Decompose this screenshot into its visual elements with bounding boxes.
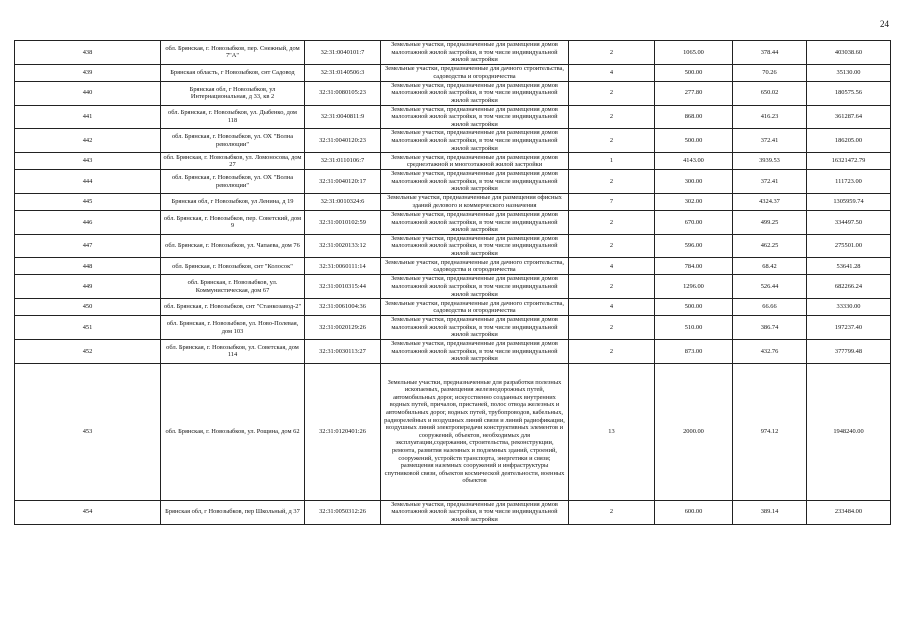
row-land-use: Земельные участки, предназначенные для размещения домов малоэтажной жилой застройки, в том числе индивидуальной жилой застройки: [381, 81, 569, 105]
row-group: 13: [569, 363, 655, 500]
row-group: 4: [569, 258, 655, 275]
row-area: 500.00: [655, 299, 733, 316]
row-cadastral-value: 16321472.79: [807, 153, 891, 170]
row-number: 448: [15, 258, 161, 275]
page-number: 24: [880, 19, 889, 29]
row-cadastral-number: 32:31:0140506:3: [305, 64, 381, 81]
row-address: обл. Брянская, г. Новозыбков, снт "Станкозавод-2": [161, 299, 305, 316]
row-cadastral-number: 32:31:0040120:23: [305, 129, 381, 153]
row-cadastral-value: 33330.00: [807, 299, 891, 316]
table-row: [15, 316, 891, 340]
row-specific-value: 372.41: [733, 170, 807, 194]
table-row: [15, 234, 891, 258]
row-cadastral-number: 32:31:0010315:44: [305, 275, 381, 299]
row-cadastral-value: 334497.50: [807, 210, 891, 234]
row-land-use: Земельные участки, предназначенные для размещения домов малоэтажной жилой застройки, в том числе индивидуальной жилой застройки: [381, 275, 569, 299]
row-area: 1065.00: [655, 41, 733, 65]
row-address: обл. Брянская, г. Новозыбков, ул. Ломоносова, дом 27: [161, 153, 305, 170]
table-row: [15, 500, 891, 524]
row-land-use: Земельные участки, предназначенные для размещения домов малоэтажной жилой застройки, в том числе индивидуальной жилой застройки: [381, 210, 569, 234]
row-area: 784.00: [655, 258, 733, 275]
row-cadastral-value: 403038.60: [807, 41, 891, 65]
row-number: 445: [15, 193, 161, 210]
row-number: 441: [15, 105, 161, 129]
row-cadastral-value: 111723.00: [807, 170, 891, 194]
row-group: 2: [569, 234, 655, 258]
row-group: 2: [569, 41, 655, 65]
row-cadastral-number: 32:31:0080105:23: [305, 81, 381, 105]
row-cadastral-value: 35130.00: [807, 64, 891, 81]
row-cadastral-number: 32:31:0050312:26: [305, 500, 381, 524]
row-specific-value: 372.41: [733, 129, 807, 153]
table-row: [15, 193, 891, 210]
row-cadastral-value: 197237.40: [807, 316, 891, 340]
row-number: 443: [15, 153, 161, 170]
row-cadastral-number: 32:31:0060111:14: [305, 258, 381, 275]
row-specific-value: 432.76: [733, 340, 807, 364]
row-group: 2: [569, 500, 655, 524]
row-cadastral-number: 32:31:0040120:17: [305, 170, 381, 194]
row-address: обл. Брянская, г. Новозыбков, ул. Советская, дом 114: [161, 340, 305, 364]
row-cadastral-value: 186205.00: [807, 129, 891, 153]
row-group: 7: [569, 193, 655, 210]
row-area: 868.00: [655, 105, 733, 129]
row-address: обл. Брянская, г. Новозыбков, ул. Коммунистическая, дом 67: [161, 275, 305, 299]
row-cadastral-number: 32:31:0040101:7: [305, 41, 381, 65]
row-area: 596.00: [655, 234, 733, 258]
row-group: 4: [569, 64, 655, 81]
row-cadastral-number: 32:31:0120401:26: [305, 363, 381, 500]
row-cadastral-value: 275501.00: [807, 234, 891, 258]
row-specific-value: 386.74: [733, 316, 807, 340]
row-cadastral-value: 1948240.00: [807, 363, 891, 500]
row-number: 440: [15, 81, 161, 105]
row-specific-value: 974.12: [733, 363, 807, 500]
row-land-use: Земельные участки, предназначенные для размещения домов малоэтажной жилой застройки, в том числе индивидуальной жилой застройки: [381, 105, 569, 129]
row-address: Брянская область, г Новозыбков, снт Садовод: [161, 64, 305, 81]
table-row: [15, 153, 891, 170]
table-row: [15, 81, 891, 105]
row-specific-value: 526.44: [733, 275, 807, 299]
row-group: 2: [569, 81, 655, 105]
row-number: 449: [15, 275, 161, 299]
row-number: 446: [15, 210, 161, 234]
row-number: 450: [15, 299, 161, 316]
row-cadastral-value: 53641.28: [807, 258, 891, 275]
row-specific-value: 378.44: [733, 41, 807, 65]
table-row: [15, 129, 891, 153]
row-cadastral-value: 377799.48: [807, 340, 891, 364]
row-address: Брянская обл, г Новозыбков, ул Интернациональная, д 33, кв 2: [161, 81, 305, 105]
table-row: [15, 275, 891, 299]
row-group: 2: [569, 275, 655, 299]
row-number: 438: [15, 41, 161, 65]
row-address: Брянская обл, г Новозыбков, ул Ленина, д 19: [161, 193, 305, 210]
row-cadastral-value: 180575.56: [807, 81, 891, 105]
row-area: 873.00: [655, 340, 733, 364]
row-group: 2: [569, 129, 655, 153]
row-group: 2: [569, 105, 655, 129]
row-address: обл. Брянская, г. Новозыбков, пер. Советский, дом 9: [161, 210, 305, 234]
row-address: обл. Брянская, г. Новозыбков, ул. Ново-Полевая, дом 103: [161, 316, 305, 340]
row-group: 2: [569, 170, 655, 194]
table-row: [15, 340, 891, 364]
row-address: обл. Брянская, г. Новозыбков, ул. Дыбенко, дом 118: [161, 105, 305, 129]
row-land-use: Земельные участки, предназначенные для размещения домов малоэтажной жилой застройки, в том числе индивидуальной жилой застройки: [381, 170, 569, 194]
row-land-use: Земельные участки, предназначенные для дачного строительства, садоводства и огородничества: [381, 299, 569, 316]
row-area: 4143.00: [655, 153, 733, 170]
cadastral-value-table: [14, 40, 891, 525]
row-cadastral-number: 32:31:0040811:9: [305, 105, 381, 129]
row-cadastral-number: 32:31:0030113:27: [305, 340, 381, 364]
row-address: обл. Брянская, г. Новозыбков, ул. Чапаева, дом 76: [161, 234, 305, 258]
row-specific-value: 4324.37: [733, 193, 807, 210]
row-area: 302.00: [655, 193, 733, 210]
row-specific-value: 389.14: [733, 500, 807, 524]
row-area: 300.00: [655, 170, 733, 194]
row-land-use: Земельные участки, предназначенные для размещения домов малоэтажной жилой застройки, в том числе индивидуальной жилой застройки: [381, 316, 569, 340]
row-land-use: Земельные участки, предназначенные для дачного строительства, садоводства и огородничества: [381, 64, 569, 81]
row-cadastral-number: 32:31:0110106:7: [305, 153, 381, 170]
row-area: 500.00: [655, 129, 733, 153]
row-cadastral-number: 32:31:0061004:36: [305, 299, 381, 316]
row-land-use: Земельные участки, предназначенные для размещения домов малоэтажной жилой застройки, в том числе индивидуальной жилой застройки: [381, 500, 569, 524]
row-group: 1: [569, 153, 655, 170]
row-group: 2: [569, 210, 655, 234]
row-cadastral-number: 32:31:0020129:26: [305, 316, 381, 340]
row-area: 1296.00: [655, 275, 733, 299]
row-land-use: Земельные участки, предназначенные для дачного строительства, садоводства и огородничества: [381, 258, 569, 275]
row-cadastral-number: 32:31:0020133:12: [305, 234, 381, 258]
row-land-use: Земельные участки, предназначенные для размещения домов малоэтажной жилой застройки, в том числе индивидуальной жилой застройки: [381, 234, 569, 258]
row-group: 2: [569, 340, 655, 364]
table-row: [15, 170, 891, 194]
row-land-use: Земельные участки, предназначенные для размещения офисных зданий делового и коммерческого назначения: [381, 193, 569, 210]
row-address: Брянская обл, г Новозыбков, пер Школьный, д 37: [161, 500, 305, 524]
row-area: 510.00: [655, 316, 733, 340]
row-area: 277.80: [655, 81, 733, 105]
row-address: обл. Брянская, г. Новозыбков, пер. Снежный, дом 7"А": [161, 41, 305, 65]
row-cadastral-value: 233484.00: [807, 500, 891, 524]
row-group: 4: [569, 299, 655, 316]
row-specific-value: 462.25: [733, 234, 807, 258]
row-number: 439: [15, 64, 161, 81]
row-cadastral-number: 32:31:0010324:6: [305, 193, 381, 210]
row-address: обл. Брянская, г. Новозыбков, ул. ОХ "Волна революции": [161, 170, 305, 194]
row-number: 454: [15, 500, 161, 524]
row-number: 453: [15, 363, 161, 500]
table-row: [15, 210, 891, 234]
row-land-use: Земельные участки, предназначенные для разработки полезных ископаемых, размещения железнодорожных путей, автомобильных дорог, искусственно созданных внутренних водных путей, причалов, пристаней, полос отвода железных и автомобильных дорог, водных путей, трубопроводов, кабельных, радиорелейных и воздушных линий связи и линий радиофикации, воздушных линий электропередачи конструктивных элементов и сооружений, объектов, необходимых для эксплуатации,содержания, строительства, реконструкции, ремонта, развития наземных и подземных зданий, строений, сооружений, устройств транспорта, энергетики и связи; размещения наземных сооружений и инфраструктуры спутниковой связи, объектов космической деятельности, военных объектов: [381, 363, 569, 500]
table-row: [15, 41, 891, 65]
row-specific-value: 66.66: [733, 299, 807, 316]
table-row: [15, 299, 891, 316]
row-area: 670.00: [655, 210, 733, 234]
table-row: [15, 258, 891, 275]
row-address: обл. Брянская, г. Новозыбков, снт "Колосок": [161, 258, 305, 275]
row-number: 442: [15, 129, 161, 153]
row-number: 452: [15, 340, 161, 364]
table-row: [15, 105, 891, 129]
row-specific-value: 3939.53: [733, 153, 807, 170]
row-specific-value: 68.42: [733, 258, 807, 275]
row-address: обл. Брянская, г. Новозыбков, ул. ОХ "Волна революции": [161, 129, 305, 153]
row-area: 500.00: [655, 64, 733, 81]
row-cadastral-value: 682266.24: [807, 275, 891, 299]
table-row: [15, 363, 891, 500]
row-address: обл. Брянская, г. Новозыбков, ул. Рощина, дом 62: [161, 363, 305, 500]
row-specific-value: 499.25: [733, 210, 807, 234]
row-number: 444: [15, 170, 161, 194]
row-cadastral-number: 32:31:0010102:59: [305, 210, 381, 234]
row-land-use: Земельные участки, предназначенные для размещения домов малоэтажной жилой застройки, в том числе индивидуальной жилой застройки: [381, 129, 569, 153]
row-land-use: Земельные участки, предназначенные для размещения домов малоэтажной жилой застройки, в том числе индивидуальной жилой застройки: [381, 340, 569, 364]
row-area: 600.00: [655, 500, 733, 524]
row-land-use: Земельные участки, предназначенные для размещения домов малоэтажной жилой застройки, в том числе индивидуальной жилой застройки: [381, 41, 569, 65]
row-area: 2000.00: [655, 363, 733, 500]
table-row: [15, 64, 891, 81]
row-cadastral-value: 1305959.74: [807, 193, 891, 210]
row-specific-value: 650.02: [733, 81, 807, 105]
row-specific-value: 416.23: [733, 105, 807, 129]
row-specific-value: 70.26: [733, 64, 807, 81]
row-number: 451: [15, 316, 161, 340]
row-land-use: Земельные участки, предназначенные для размещения домов среднеэтажной и многоэтажной жилой застройки: [381, 153, 569, 170]
row-cadastral-value: 361287.64: [807, 105, 891, 129]
row-number: 447: [15, 234, 161, 258]
table-body: [15, 41, 891, 525]
row-group: 2: [569, 316, 655, 340]
